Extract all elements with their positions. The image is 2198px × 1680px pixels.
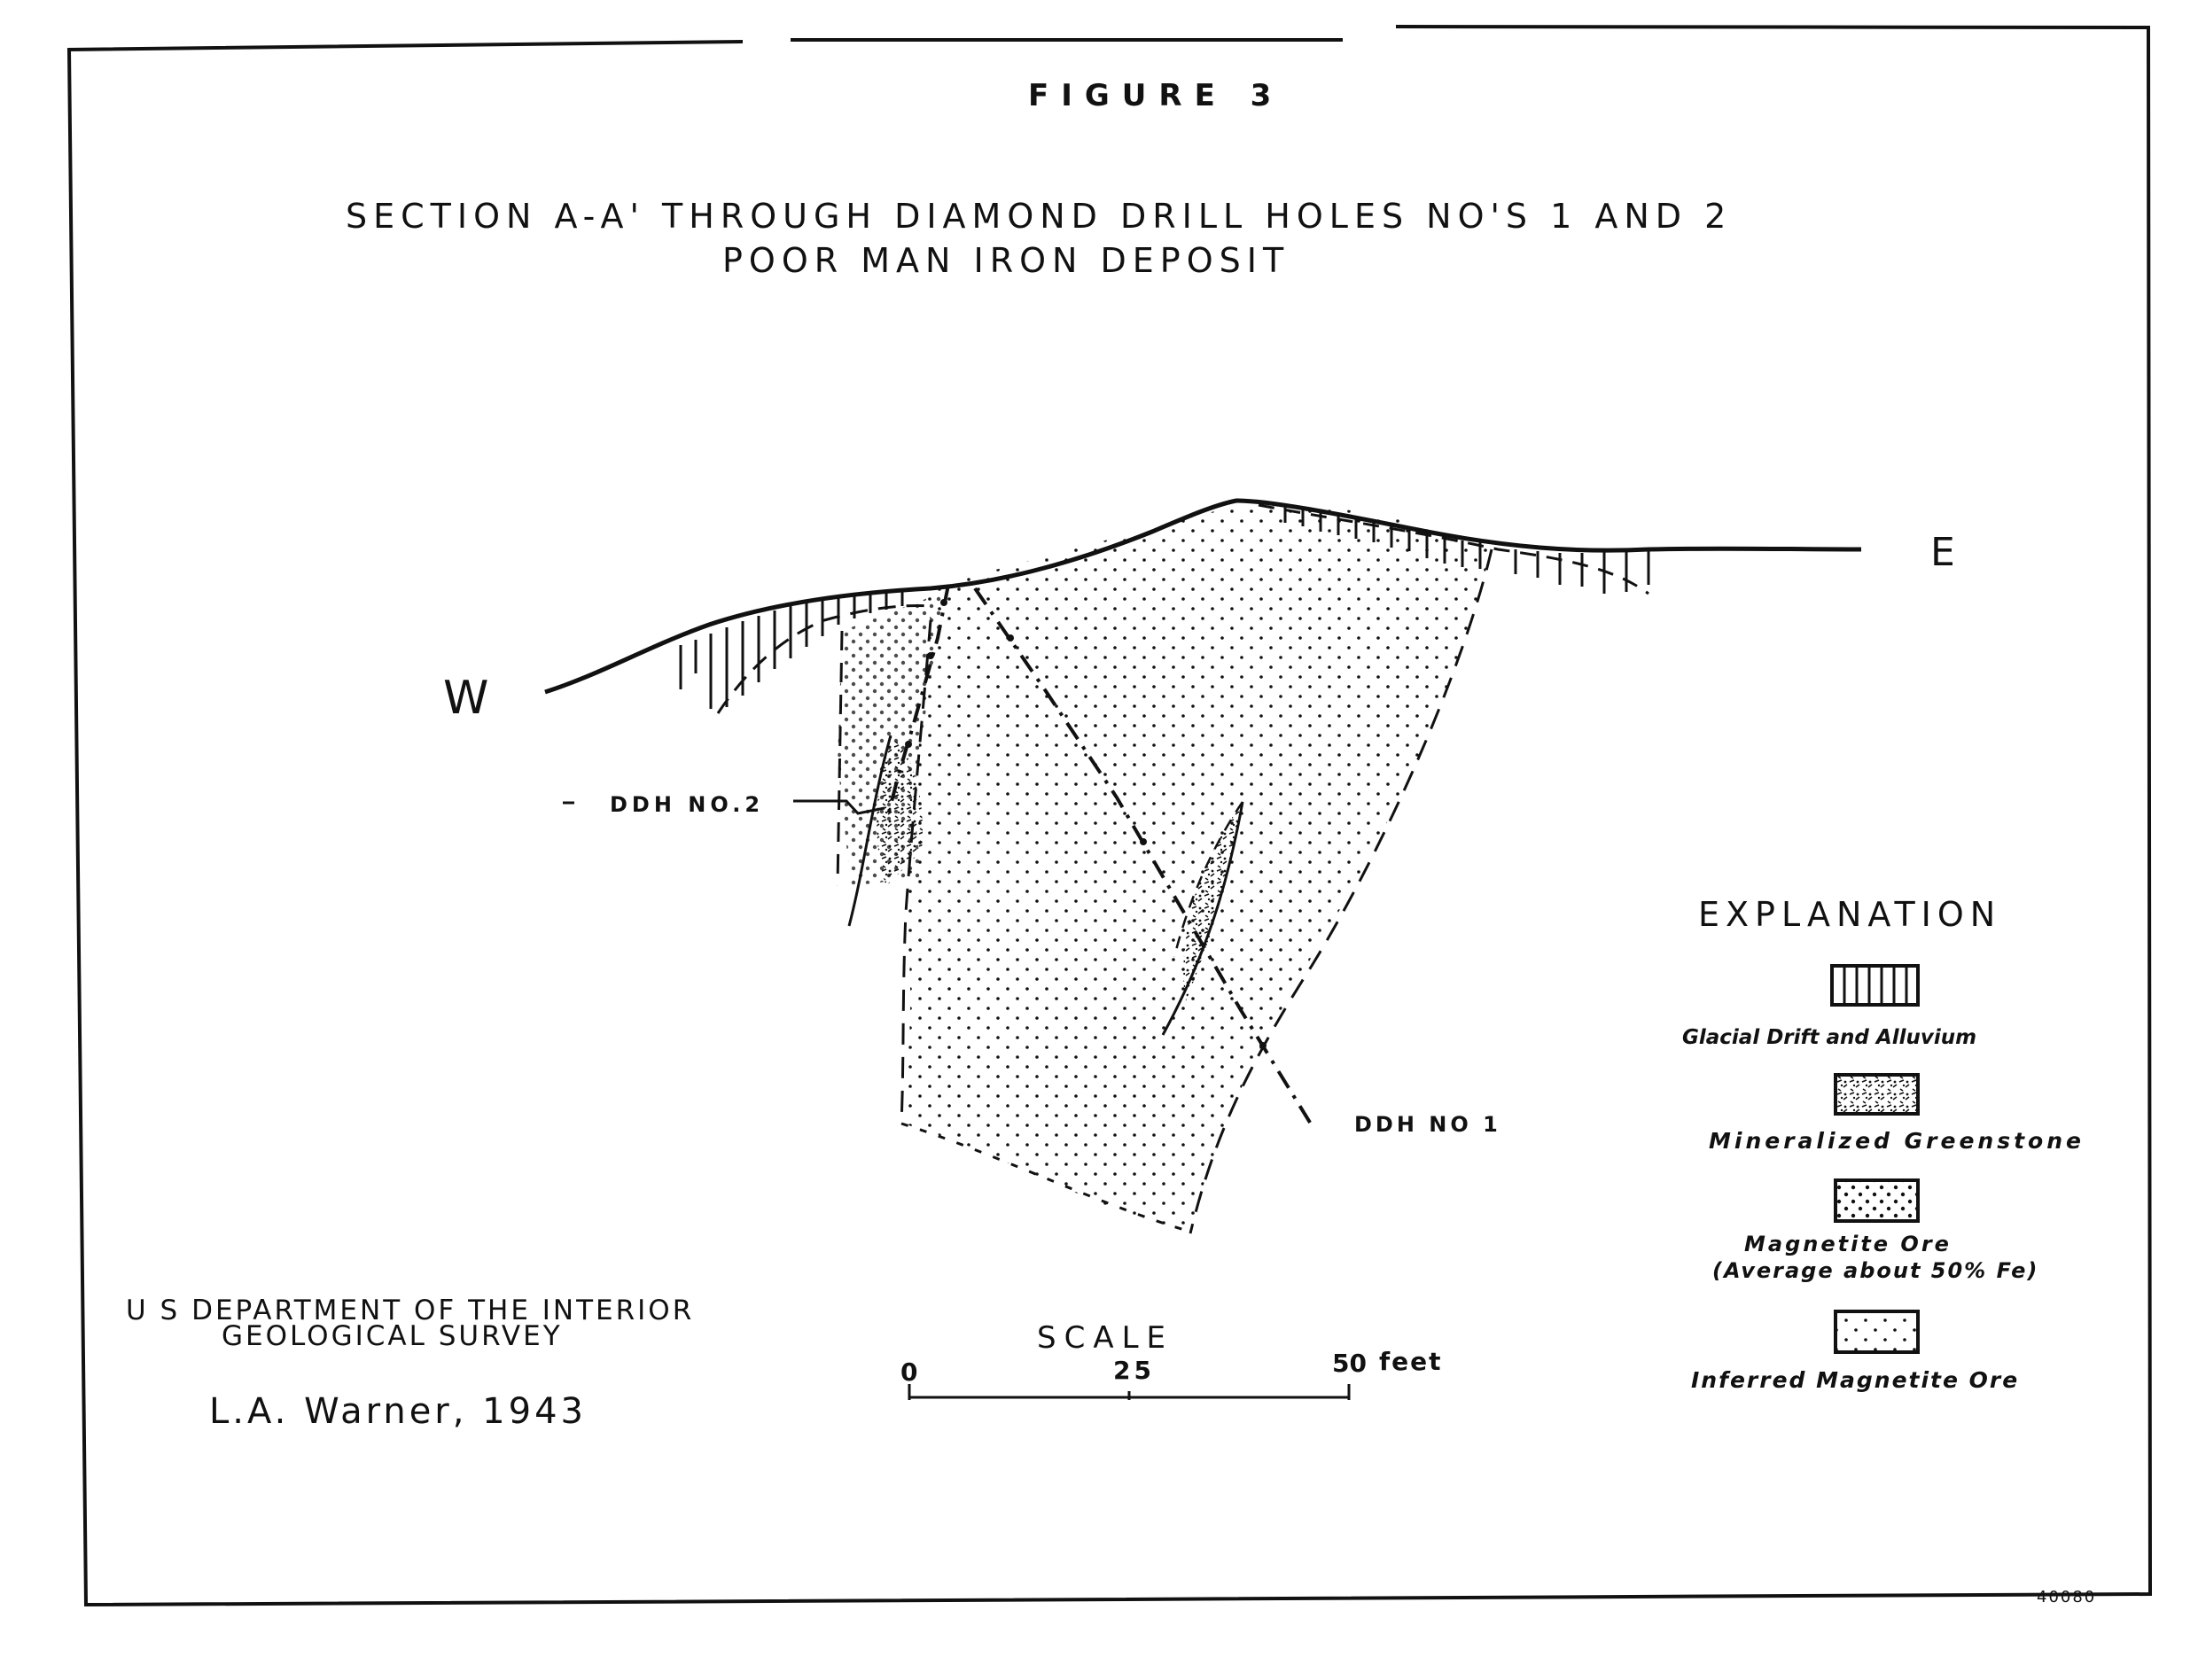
figure-title-line2: POOR MAN IRON DEPOSIT [722,241,1290,280]
scale-title: SCALE [1037,1320,1174,1356]
legend-swatch-inferred [1836,1311,1918,1352]
drill-hole-2-label: DDH NO.2 [610,792,765,817]
author-credit: L.A. Warner, 1943 [209,1391,587,1432]
legend-swatch-greenstone [1836,1075,1918,1114]
scale-tick-0: 0 [900,1357,918,1387]
explanation-title: EXPLANATION [1698,895,2002,934]
scale-tick-25: 25 [1113,1356,1155,1385]
west-direction-label: W [443,672,489,725]
drill-hole-1-label: DDH NO 1 [1354,1112,1501,1137]
scale-bar [909,1384,1349,1400]
legend-label-magnetite-note: (Average about 50% Fe) [1712,1258,2039,1283]
legend-label-magnetite: Magnetite Ore [1744,1232,1952,1256]
agency-line2: GEOLOGICAL SURVEY [222,1320,563,1352]
scale-tick-50: 50 [1332,1349,1367,1378]
figure-title-line1: SECTION A-A' THROUGH DIAMOND DRILL HOLES NO'S 1 AND 2 [346,197,1733,236]
scale-unit: feet [1379,1347,1443,1376]
agency-line1: U S DEPARTMENT OF THE INTERIOR [126,1295,695,1326]
legend-swatch-glacial [1832,966,1918,1005]
legend-label-inferred: Inferred Magnetite Ore [1691,1367,2020,1393]
legend-label-glacial: Glacial Drift and Alluvium [1682,1026,1977,1049]
legend-swatch-magnetite [1836,1180,1918,1221]
file-code: 40080 [2037,1588,2097,1606]
legend-label-greenstone: Mineralized Greenstone [1709,1128,2085,1154]
figure-label: FIGURE 3 [1028,78,1284,113]
east-direction-label: E [1930,530,1955,575]
